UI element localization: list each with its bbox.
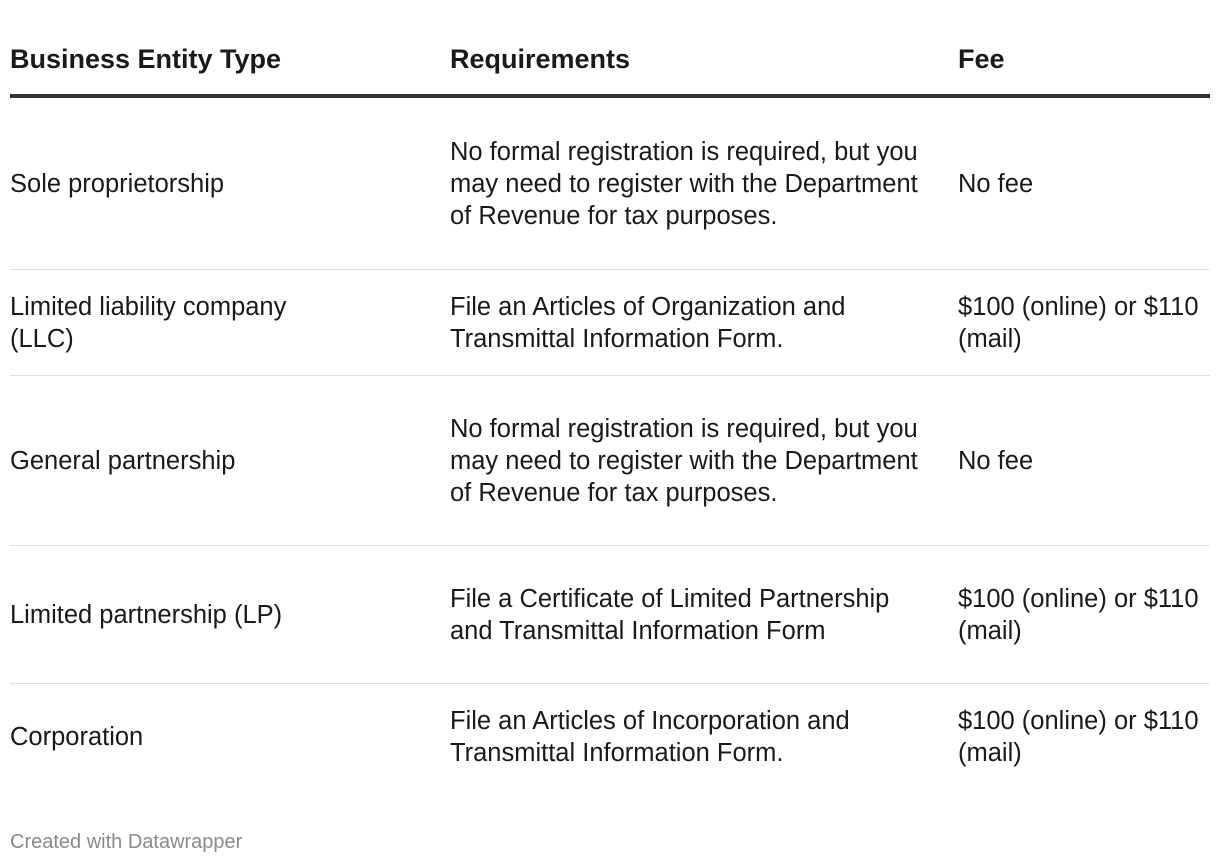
requirements-cell: File an Articles of Organization and Transmittal Information Form. xyxy=(450,292,846,353)
table-row xyxy=(10,546,1210,684)
fee-cell: No fee xyxy=(958,446,1034,475)
column-header-fee[interactable]: Fee xyxy=(958,44,1005,74)
fee-cell: No fee xyxy=(958,169,1034,198)
business-entity-table xyxy=(10,0,1210,790)
entity-cell: Limited liability company (LLC) xyxy=(10,292,287,353)
requirements-cell: No formal registration is required, but you may need to register with the Department of Revenue for tax purposes. xyxy=(450,414,918,507)
column-header-requirements[interactable]: Requirements xyxy=(450,44,631,74)
fee-cell: $100 (online) or $110 (mail) xyxy=(958,584,1199,645)
entity-cell: General partnership xyxy=(10,446,236,475)
requirements-cell: No formal registration is required, but you may need to register with the Department of Revenue for tax purposes. xyxy=(450,137,918,230)
datawrapper-credit[interactable]: Created with Datawrapper xyxy=(10,831,243,853)
table-row xyxy=(10,684,1210,790)
table-header-row xyxy=(10,0,1210,98)
table-row xyxy=(10,376,1210,546)
column-header-entity[interactable]: Business Entity Type xyxy=(10,44,282,74)
table-row xyxy=(10,98,1210,270)
table-row xyxy=(10,270,1210,376)
requirements-cell: File an Articles of Incorporation and Transmittal Information Form. xyxy=(450,707,850,767)
entity-cell: Corporation xyxy=(10,723,144,751)
entity-cell: Limited partnership (LP) xyxy=(10,600,283,629)
fee-cell: $100 (online) or $110 (mail) xyxy=(958,707,1199,767)
requirements-cell: File a Certificate of Limited Partnership and Transmittal Information Form xyxy=(450,584,890,645)
fee-cell: $100 (online) or $110 (mail) xyxy=(958,292,1199,353)
entity-cell: Sole proprietorship xyxy=(10,169,225,198)
